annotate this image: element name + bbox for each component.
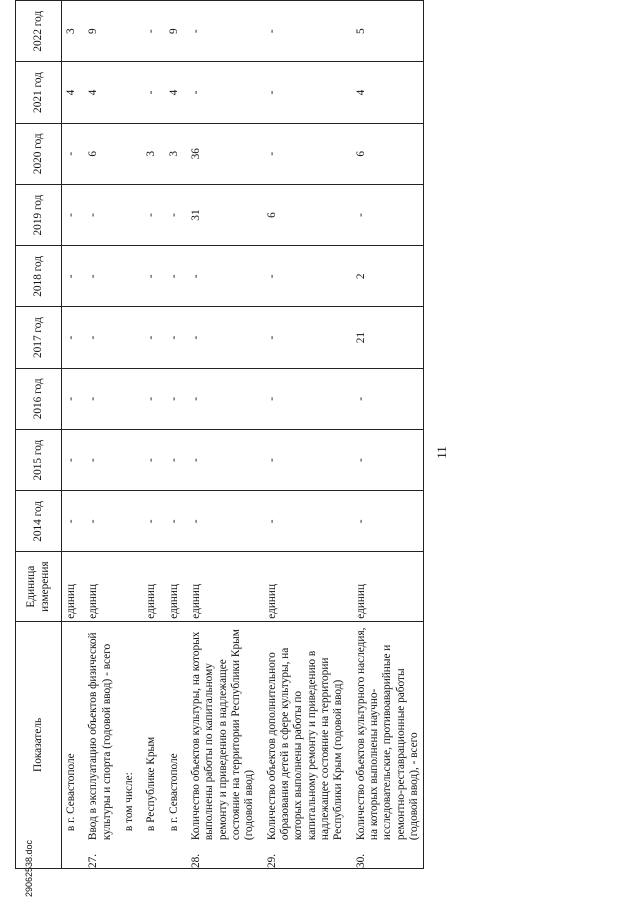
value-cell: -	[346, 184, 424, 245]
value-cell	[114, 184, 136, 245]
value-cell: -	[136, 246, 158, 307]
header-year: 2021 год	[16, 62, 62, 123]
value-cell: -	[181, 368, 257, 429]
value-cell: -	[78, 184, 114, 245]
value-cell	[114, 368, 136, 429]
value-cell: -	[62, 491, 79, 552]
row-number	[136, 843, 158, 868]
row-number: 30.	[346, 843, 424, 868]
value-cell: 2	[346, 246, 424, 307]
value-cell: -	[257, 368, 346, 429]
table-row	[114, 1, 136, 869]
value-cell: -	[257, 1, 346, 62]
value-cell: 9	[78, 1, 114, 62]
value-cell: 3	[159, 123, 181, 184]
unit-cell: единиц	[136, 552, 158, 621]
value-cell: -	[346, 368, 424, 429]
value-cell: -	[181, 307, 257, 368]
value-cell	[114, 307, 136, 368]
indicator-name: Количество объектов культурного наследия, на которых выполнены научно-исследовательские, противоаварийные и ремонтно-реставрационные работы (годовой ввод), - всего	[346, 621, 424, 843]
value-cell: -	[78, 491, 114, 552]
value-cell: 3	[136, 123, 158, 184]
header-row	[16, 1, 62, 869]
value-cell: -	[346, 491, 424, 552]
value-cell	[114, 62, 136, 123]
value-cell: 21	[346, 307, 424, 368]
header-year: 2017 год	[16, 307, 62, 368]
row-number	[62, 843, 79, 868]
value-cell: -	[62, 123, 79, 184]
header-year: 2022 год	[16, 1, 62, 62]
indicator-name: Ввод в эксплуатацию объектов физической культуры и спорта (годовой ввод) - всего	[78, 621, 114, 843]
value-cell	[114, 491, 136, 552]
header-year: 2019 год	[16, 184, 62, 245]
indicator-name: в Республике Крым	[136, 621, 158, 843]
indicator-name: в г. Севастополе	[62, 621, 79, 843]
value-cell	[114, 123, 136, 184]
table-row	[159, 1, 181, 869]
value-cell: -	[136, 307, 158, 368]
value-cell: -	[136, 184, 158, 245]
unit-cell: единиц	[181, 552, 257, 621]
value-cell: -	[257, 491, 346, 552]
value-cell: -	[62, 307, 79, 368]
value-cell: 6	[78, 123, 114, 184]
value-cell: 4	[78, 62, 114, 123]
value-cell: 6	[257, 184, 346, 245]
header-indicator: Показатель	[16, 621, 62, 868]
table-row	[78, 1, 114, 869]
value-cell: -	[136, 62, 158, 123]
table-row	[136, 1, 158, 869]
value-cell: -	[181, 429, 257, 490]
row-number	[159, 843, 181, 868]
header-year: 2014 год	[16, 491, 62, 552]
value-cell: -	[257, 123, 346, 184]
header-year: 2015 год	[16, 429, 62, 490]
table-row	[62, 1, 79, 869]
unit-cell	[114, 552, 136, 621]
value-cell: 36	[181, 123, 257, 184]
value-cell: -	[159, 246, 181, 307]
value-cell: -	[136, 1, 158, 62]
value-cell: 31	[181, 184, 257, 245]
table-row	[346, 1, 424, 869]
value-cell: 9	[159, 1, 181, 62]
value-cell: -	[181, 62, 257, 123]
unit-cell: единиц	[78, 552, 114, 621]
indicator-name: в том числе:	[114, 621, 136, 843]
row-number: 27.	[78, 843, 114, 868]
value-cell: -	[78, 368, 114, 429]
value-cell	[114, 429, 136, 490]
value-cell: -	[78, 246, 114, 307]
indicator-name: Количество объектов дополнительного образования детей в сфере культуры, на которых выполнены работы по капитальному ремонту и приведению в надлежащее состояние на территории Республики Крым (годовой ввод)	[257, 621, 346, 843]
value-cell: -	[78, 307, 114, 368]
table-row	[181, 1, 257, 869]
indicator-name: в г. Севастополе	[159, 621, 181, 843]
unit-cell: единиц	[159, 552, 181, 621]
value-cell: -	[257, 307, 346, 368]
value-cell: 4	[159, 62, 181, 123]
value-cell: -	[62, 429, 79, 490]
value-cell: -	[136, 429, 158, 490]
value-cell: -	[78, 429, 114, 490]
value-cell: 3	[62, 1, 79, 62]
page-number: 11	[434, 446, 449, 459]
file-name: 29062538.doc	[24, 839, 34, 897]
table-body	[62, 1, 424, 869]
value-cell: -	[181, 491, 257, 552]
header-unit: Единица измерения	[16, 552, 62, 621]
row-number	[114, 843, 136, 868]
indicator-name: Количество объектов культуры, на которых выполнены работы по капитальному ремонту и приведению в надлежащее состояние на территории Республики Крым (годовой ввод)	[181, 621, 257, 843]
indicator-table	[15, 0, 424, 869]
value-cell: -	[159, 307, 181, 368]
table-row	[257, 1, 346, 869]
unit-cell: единиц	[257, 552, 346, 621]
value-cell: -	[136, 368, 158, 429]
value-cell: -	[159, 429, 181, 490]
value-cell: -	[257, 62, 346, 123]
value-cell: 5	[346, 1, 424, 62]
value-cell: -	[181, 246, 257, 307]
row-number: 29.	[257, 843, 346, 868]
value-cell: -	[257, 429, 346, 490]
value-cell: -	[257, 246, 346, 307]
value-cell	[114, 246, 136, 307]
value-cell: -	[159, 368, 181, 429]
value-cell: -	[136, 491, 158, 552]
value-cell: 4	[346, 62, 424, 123]
value-cell: 4	[62, 62, 79, 123]
row-number: 28.	[181, 843, 257, 868]
value-cell: -	[346, 429, 424, 490]
value-cell: -	[62, 246, 79, 307]
value-cell: -	[159, 184, 181, 245]
header-year: 2016 год	[16, 368, 62, 429]
header-year: 2018 год	[16, 246, 62, 307]
value-cell: 6	[346, 123, 424, 184]
header-year: 2020 год	[16, 123, 62, 184]
value-cell	[114, 1, 136, 62]
unit-cell: единиц	[346, 552, 424, 621]
value-cell: -	[181, 1, 257, 62]
value-cell: -	[159, 491, 181, 552]
value-cell: -	[62, 184, 79, 245]
value-cell: -	[62, 368, 79, 429]
unit-cell: единиц	[62, 552, 79, 621]
